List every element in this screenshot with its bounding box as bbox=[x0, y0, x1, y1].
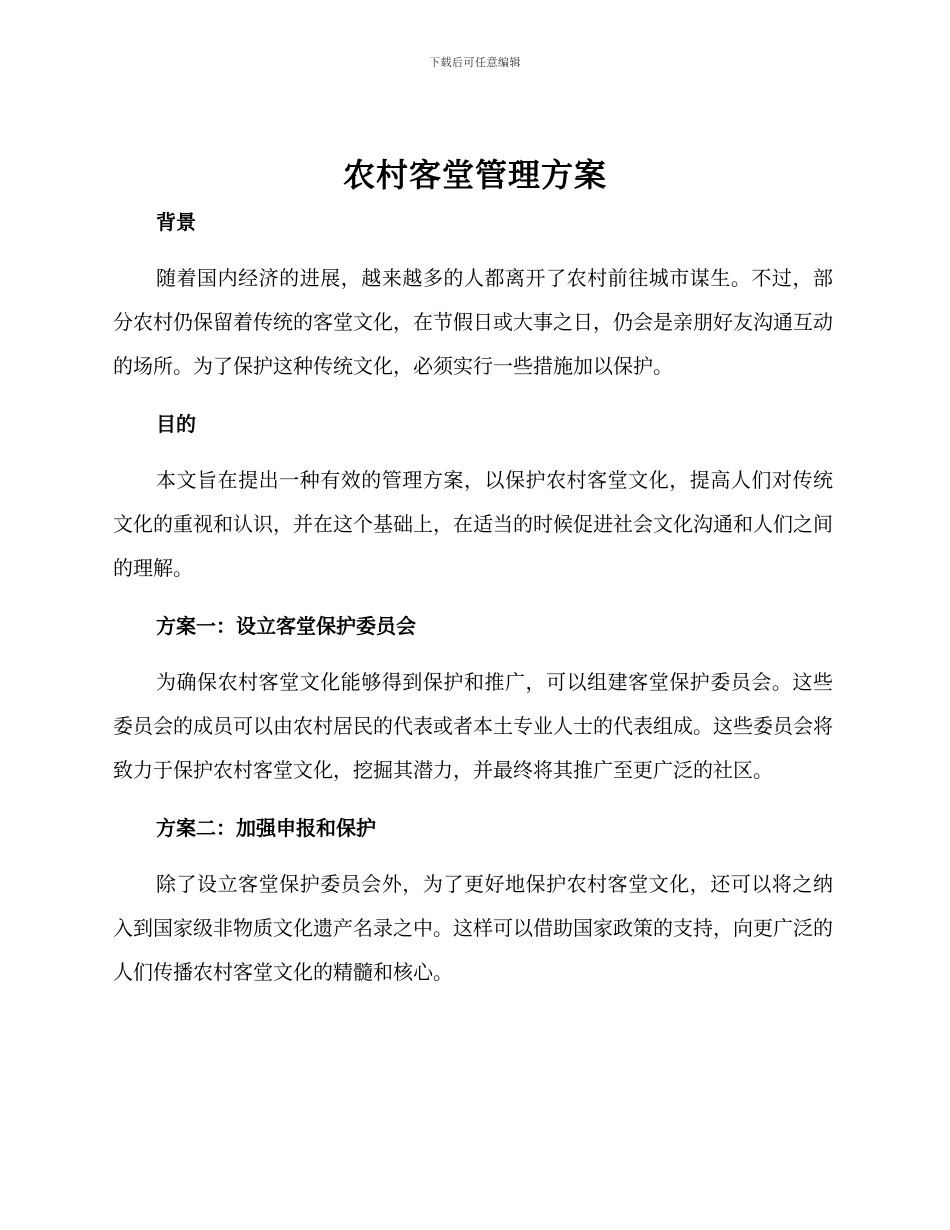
document-body bbox=[113, 200, 833, 994]
page-title: 农村客堂管理方案 bbox=[342, 156, 607, 194]
section-body-plan-one: 为确保农村客堂文化能够得到保护和推广，可以组建客堂保护委员会。这些委员会的成员可以由农村居民的代表或者本土专业人士的代表组成。这些委员会将致力于保护农村客堂文化，挖掘其潜力，并最终将其推广至更广泛的社区。 bbox=[113, 670, 833, 782]
section-heading-purpose: 目的 bbox=[156, 412, 196, 436]
section-body-plan-two: 除了设立客堂保护委员会外，为了更好地保护农村客堂文化，还可以将之纳入到国家级非物质文化遗产名录之中。这样可以借助国家政策的支持，向更广泛的人们传播农村客堂文化的精髓和核心。 bbox=[113, 872, 833, 984]
header-note: 下载后可任意编辑 bbox=[429, 56, 521, 69]
section-body-purpose: 本文旨在提出一种有效的管理方案，以保护农村客堂文化，提高人们对传统文化的重视和认识，并在这个基础上，在适当的时候促进社会文化沟通和人们之间的理解。 bbox=[113, 468, 833, 580]
section-heading-plan-one: 方案一：设立客堂保护委员会 bbox=[156, 614, 416, 638]
section-body-background: 随着国内经济的进展，越来越多的人都离开了农村前往城市谋生。不过，部分农村仍保留着传统的客堂文化，在节假日或大事之日，仍会是亲朋好友沟通互动的场所。为了保护这种传统文化，必须实行一些措施加以保护。 bbox=[113, 266, 833, 378]
section-heading-background: 背景 bbox=[156, 210, 196, 234]
section-heading-plan-two: 方案二：加强申报和保护 bbox=[156, 816, 376, 840]
